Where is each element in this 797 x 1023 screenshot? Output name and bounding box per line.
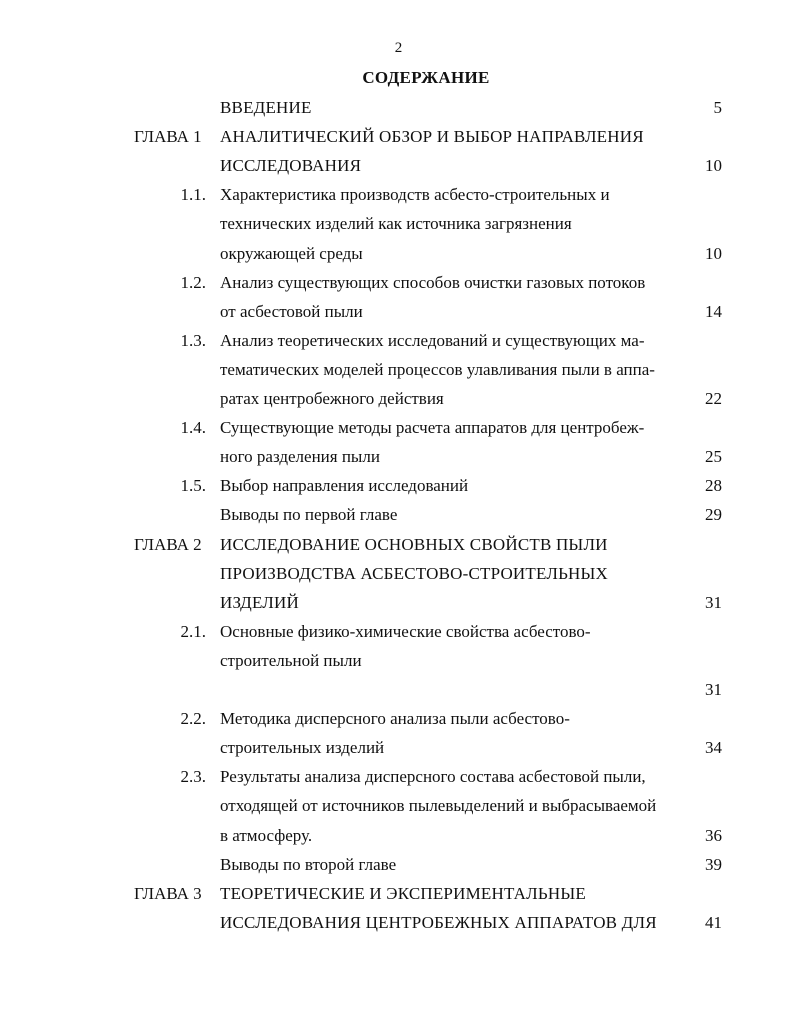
toc-line bbox=[0, 647, 797, 675]
toc-line bbox=[0, 210, 797, 238]
page-ref: 39 bbox=[705, 854, 722, 874]
page-ref: 28 bbox=[705, 476, 722, 496]
toc-line bbox=[0, 851, 797, 879]
toc-line bbox=[0, 123, 797, 151]
entry-title: ИССЛЕДОВАНИЯ bbox=[220, 156, 362, 176]
page-ref: 10 bbox=[705, 243, 722, 263]
page-title: СОДЕРЖАНИЕ bbox=[362, 68, 490, 87]
entry-title: ТЕОРЕТИЧЕСКИЕ И ЭКСПЕРИМЕНТАЛЬНЫЕ bbox=[220, 883, 586, 903]
toc-line bbox=[0, 909, 797, 937]
section-number: 2.2. bbox=[180, 709, 206, 729]
entry-title: тематических моделей процессов улавливания пыли в аппа- bbox=[220, 359, 655, 379]
entry-title: Анализ теоретических исследований и существующих ма- bbox=[220, 330, 645, 350]
entry-title: Характеристика производств асбесто-строительных и bbox=[220, 185, 610, 205]
toc-line bbox=[0, 560, 797, 588]
entry-title: строительной пыли bbox=[220, 650, 362, 670]
section-number: 1.2. bbox=[180, 272, 206, 292]
entry-title: в атмосферу. bbox=[220, 825, 313, 845]
toc-line bbox=[0, 792, 797, 820]
toc-line bbox=[0, 880, 797, 908]
toc-line bbox=[0, 327, 797, 355]
page-ref: 10 bbox=[705, 156, 722, 176]
section-number: 1.3. bbox=[180, 330, 206, 350]
entry-title: ИССЛЕДОВАНИЕ ОСНОВНЫХ СВОЙСТВ ПЫЛИ bbox=[220, 534, 608, 554]
chapter-number: ГЛАВА 3 bbox=[134, 883, 202, 903]
toc-line bbox=[0, 240, 797, 268]
entry-title: Результаты анализа дисперсного состава асбестовой пыли, bbox=[220, 767, 646, 787]
entry-title: ного разделения пыли bbox=[220, 447, 380, 467]
entry-title: Анализ существующих способов очистки газовых потоков bbox=[220, 272, 646, 292]
toc-line bbox=[0, 181, 797, 209]
toc-line bbox=[0, 501, 797, 529]
page-number: 2 bbox=[394, 40, 403, 56]
entry-title: АНАЛИТИЧЕСКИЙ ОБЗОР И ВЫБОР НАПРАВЛЕНИЯ bbox=[220, 127, 644, 147]
toc-line bbox=[0, 531, 797, 559]
chapter-number: ГЛАВА 2 bbox=[134, 534, 202, 554]
toc-line bbox=[0, 822, 797, 850]
entry-title: Выбор направления исследований bbox=[220, 476, 469, 496]
entry-title: Основные физико-химические свойства асбестово- bbox=[220, 621, 591, 641]
toc-line bbox=[0, 298, 797, 326]
page-ref: 25 bbox=[705, 447, 722, 467]
page-ref: 31 bbox=[705, 592, 722, 612]
toc-line bbox=[0, 705, 797, 733]
chapter-number: ГЛАВА 1 bbox=[134, 127, 202, 147]
toc-line bbox=[0, 472, 797, 500]
toc-line bbox=[0, 94, 797, 122]
section-number: 1.4. bbox=[180, 418, 206, 438]
toc-line bbox=[0, 385, 797, 413]
toc-line bbox=[0, 356, 797, 384]
page-ref: 14 bbox=[705, 301, 722, 321]
page-ref: 34 bbox=[705, 738, 722, 758]
toc-line bbox=[0, 618, 797, 646]
page-ref: 5 bbox=[713, 98, 722, 117]
entry-title: строительных изделий bbox=[220, 738, 385, 758]
section-number: 1.5. bbox=[180, 476, 206, 496]
entry-title: Выводы по первой главе bbox=[220, 505, 398, 525]
toc-line bbox=[0, 443, 797, 471]
toc-line bbox=[0, 414, 797, 442]
page-ref: 36 bbox=[705, 825, 722, 845]
toc-line bbox=[0, 589, 797, 617]
toc-line bbox=[0, 676, 797, 704]
entry-title: Существующие методы расчета аппаратов для центробеж- bbox=[220, 418, 645, 438]
entry-title: технических изделий как источника загрязнения bbox=[220, 214, 572, 234]
page-ref: 41 bbox=[705, 912, 722, 932]
entry-title: окружающей среды bbox=[220, 243, 363, 263]
entry-title: Методика дисперсного анализа пыли асбестово- bbox=[220, 709, 570, 729]
toc-line bbox=[0, 269, 797, 297]
entry-title: ВВЕДЕНИЕ bbox=[220, 98, 312, 117]
entry-title: ИССЛЕДОВАНИЯ ЦЕНТРОБЕЖНЫХ АППАРАТОВ ДЛЯ bbox=[220, 912, 657, 932]
page-ref: 31 bbox=[705, 680, 722, 699]
toc-line bbox=[0, 152, 797, 180]
page-ref: 29 bbox=[705, 505, 722, 525]
section-number: 2.3. bbox=[180, 767, 206, 787]
entry-title: от асбестовой пыли bbox=[220, 301, 363, 321]
section-number: 1.1. bbox=[180, 185, 206, 205]
section-number: 2.1. bbox=[180, 621, 206, 641]
entry-title: Выводы по второй главе bbox=[220, 854, 397, 874]
entry-title: ИЗДЕЛИЙ bbox=[220, 592, 299, 612]
entry-title: ратах центробежного действия bbox=[220, 389, 444, 408]
entry-title: отходящей от источников пылевыделений и выбрасываемой bbox=[220, 796, 657, 816]
toc-line bbox=[0, 763, 797, 791]
entry-title: ПРОИЗВОДСТВА АСБЕСТОВО-СТРОИТЕЛЬНЫХ bbox=[220, 563, 609, 583]
toc-line bbox=[0, 734, 797, 762]
page-ref: 22 bbox=[705, 389, 722, 408]
